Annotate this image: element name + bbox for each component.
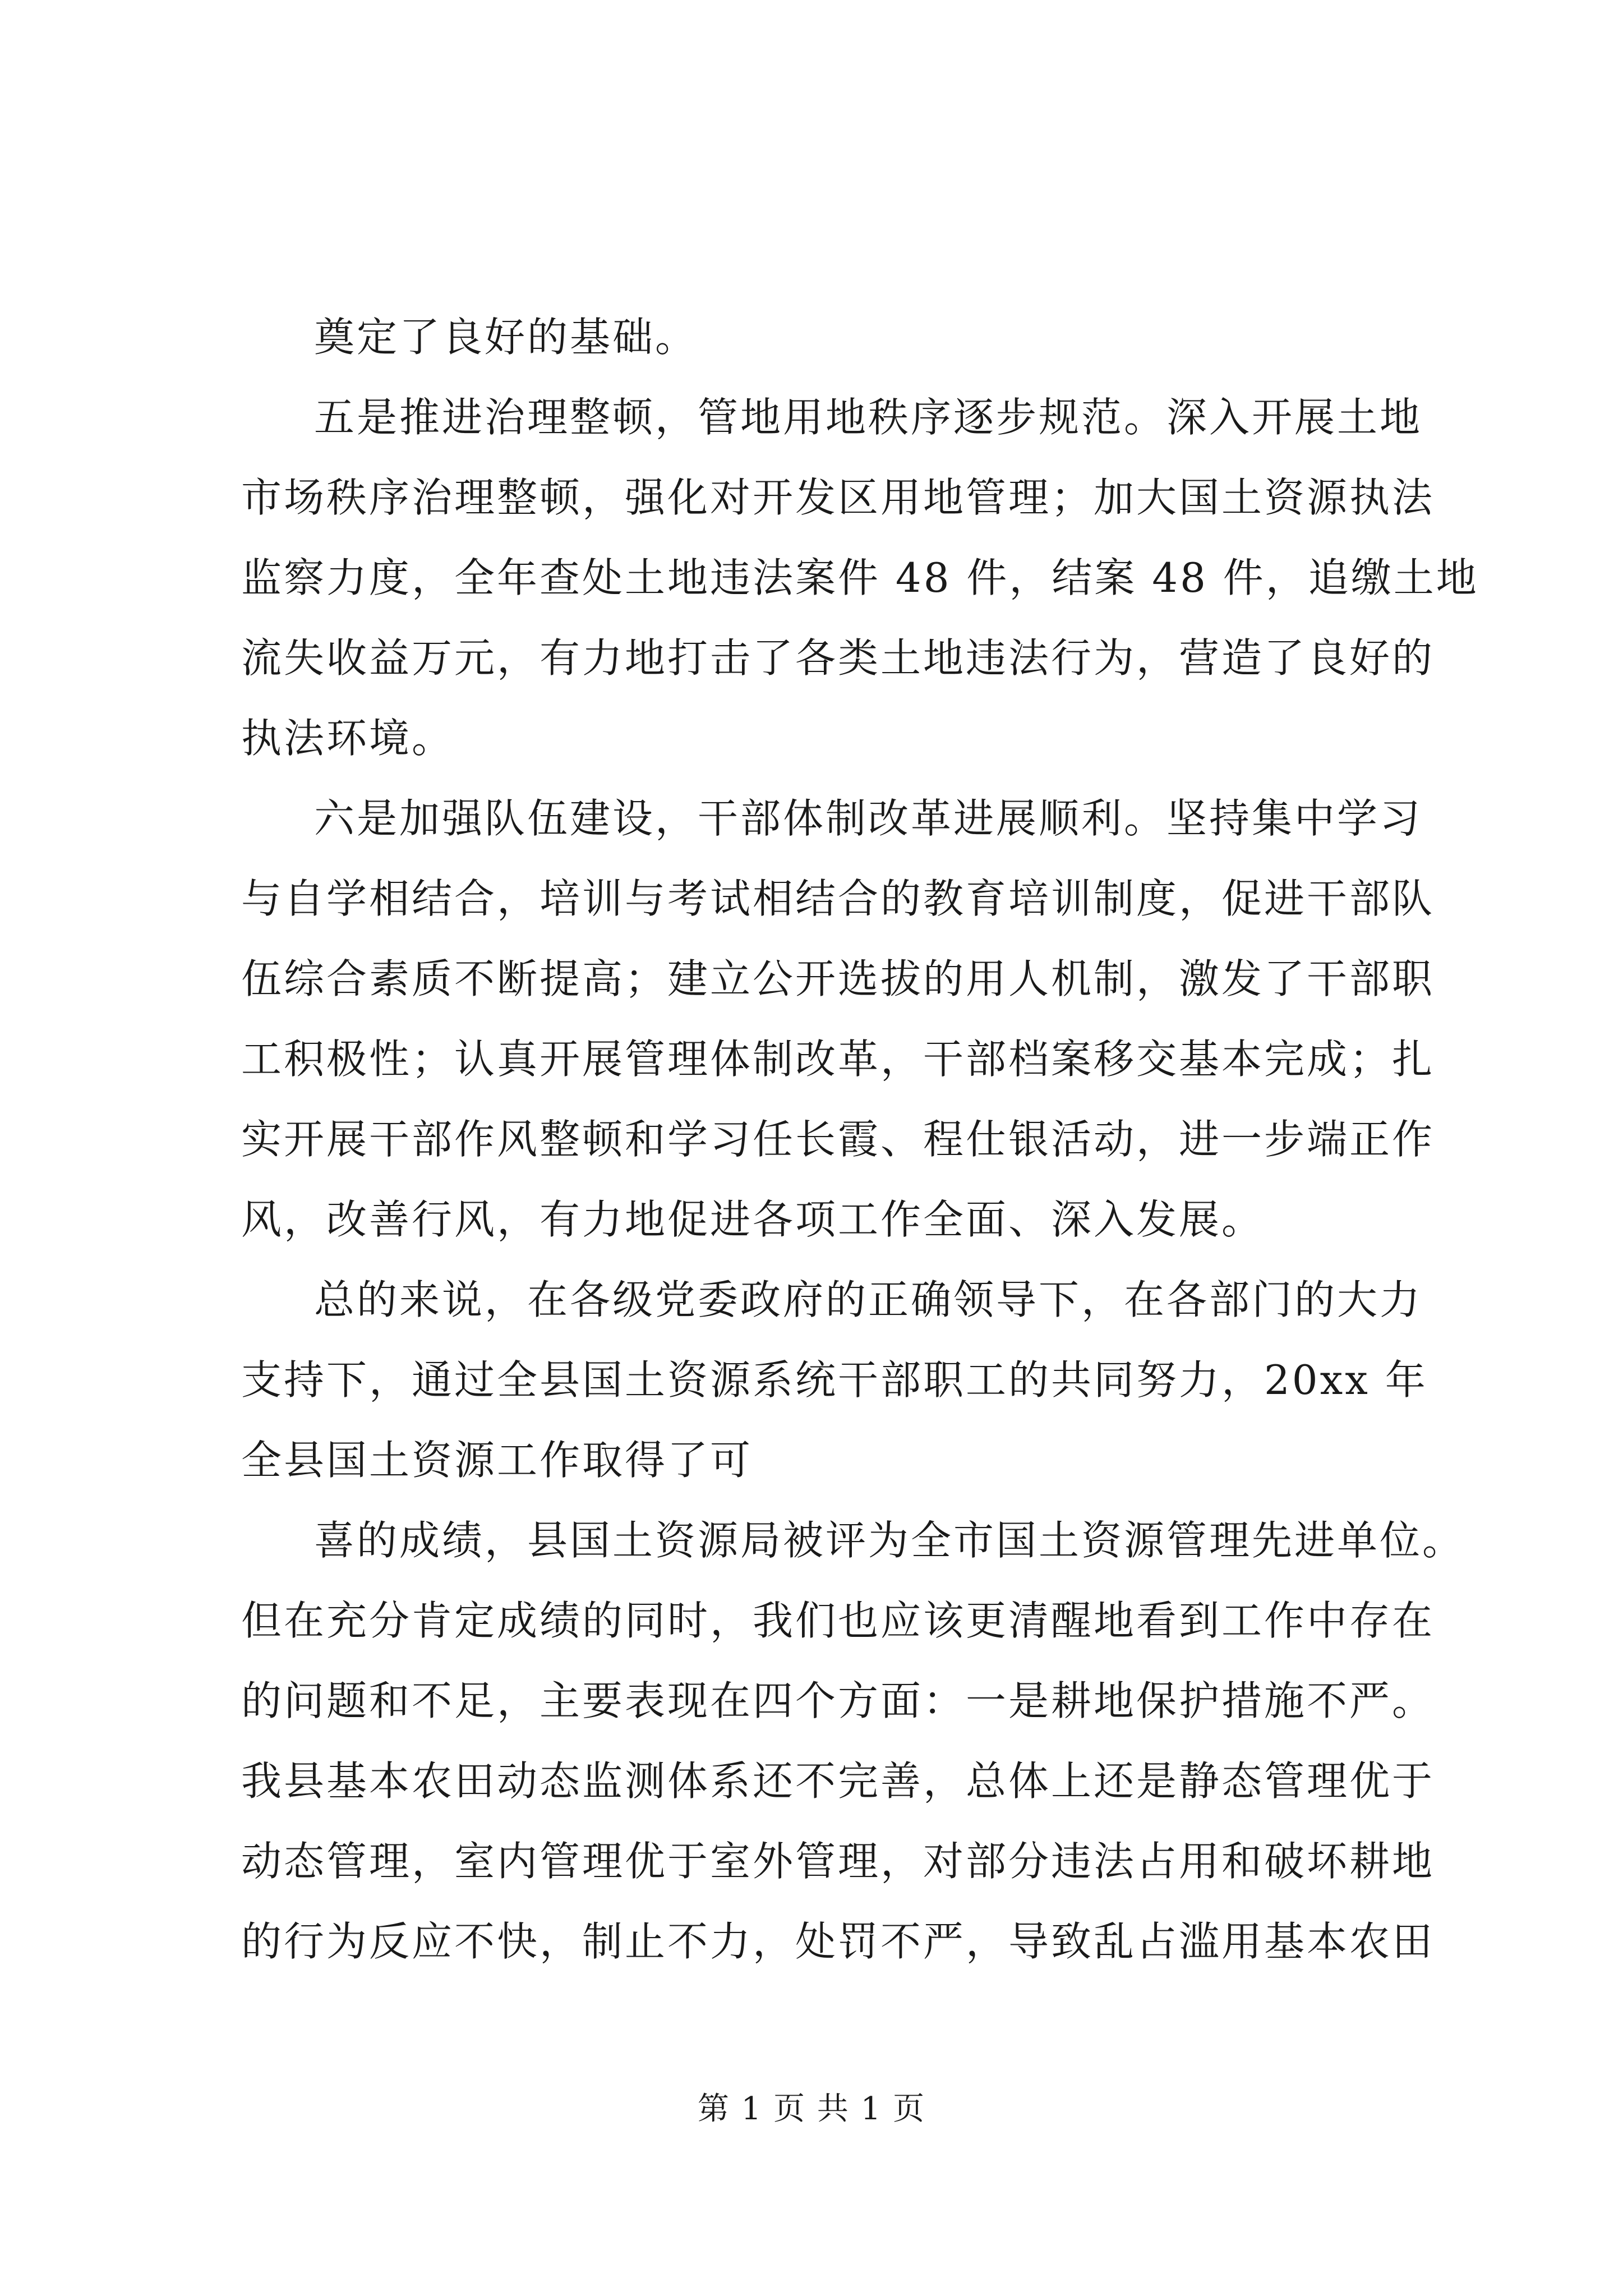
text-line: 动态管理，室内管理优于室外管理，对部分违法占用和破坏耕地	[241, 1838, 1435, 1885]
text-line: 市场秩序治理整顿，强化对开发区用地管理；加大国土资源执法	[241, 474, 1435, 521]
text-line: 的行为反应不快，制止不力，处罚不严，导致乱占滥用基本农田	[241, 1918, 1435, 1965]
text-line: 风，改善行风，有力地促进各项工作全面、深入发展。	[241, 1196, 1265, 1243]
page-number-footer: 第 1 页 共 1 页	[697, 2091, 926, 2127]
text-line: 六是加强队伍建设，干部体制改革进展顺利。坚持集中学习	[314, 795, 1423, 842]
text-line: 五是推进治理整顿，管地用地秩序逐步规范。深入开展土地	[314, 394, 1423, 441]
text-line: 喜的成绩，县国土资源局被评为全市国土资源管理先进单位。	[314, 1517, 1465, 1564]
text-line: 流失收益万元，有力地打击了各类土地违法行为，营造了良好的	[241, 634, 1435, 682]
text-line: 但在充分肯定成绩的同时，我们也应该更清醒地看到工作中存在	[241, 1597, 1435, 1644]
text-line: 执法环境。	[241, 715, 455, 762]
text-line: 工积极性；认真开展管理体制改革，干部档案移交基本完成；扎	[241, 1036, 1435, 1083]
text-line: 支持下，通过全县国土资源系统干部职工的共同努力，20xx 年	[241, 1356, 1428, 1404]
text-line: 实开展干部作风整顿和学习任长霞、程仕银活动，进一步端正作	[241, 1116, 1435, 1163]
text-line: 我县基本农田动态监测体系还不完善，总体上还是静态管理优于	[241, 1757, 1435, 1805]
text-line: 与自学相结合，培训与考试相结合的教育培训制度，促进干部队	[241, 875, 1435, 922]
text-line: 奠定了良好的基础。	[314, 314, 698, 361]
text-line: 监察力度，全年查处土地违法案件 48 件，结案 48 件，追缴土地	[241, 554, 1479, 601]
text-line: 伍综合素质不断提高；建立公开选拔的用人机制，激发了干部职	[241, 955, 1435, 1002]
text-line: 总的来说，在各级党委政府的正确领导下，在各部门的大力	[314, 1276, 1423, 1323]
text-line: 全县国土资源工作取得了可	[241, 1437, 753, 1484]
text-line: 的问题和不足，主要表现在四个方面：一是耕地保护措施不严。	[241, 1677, 1435, 1724]
